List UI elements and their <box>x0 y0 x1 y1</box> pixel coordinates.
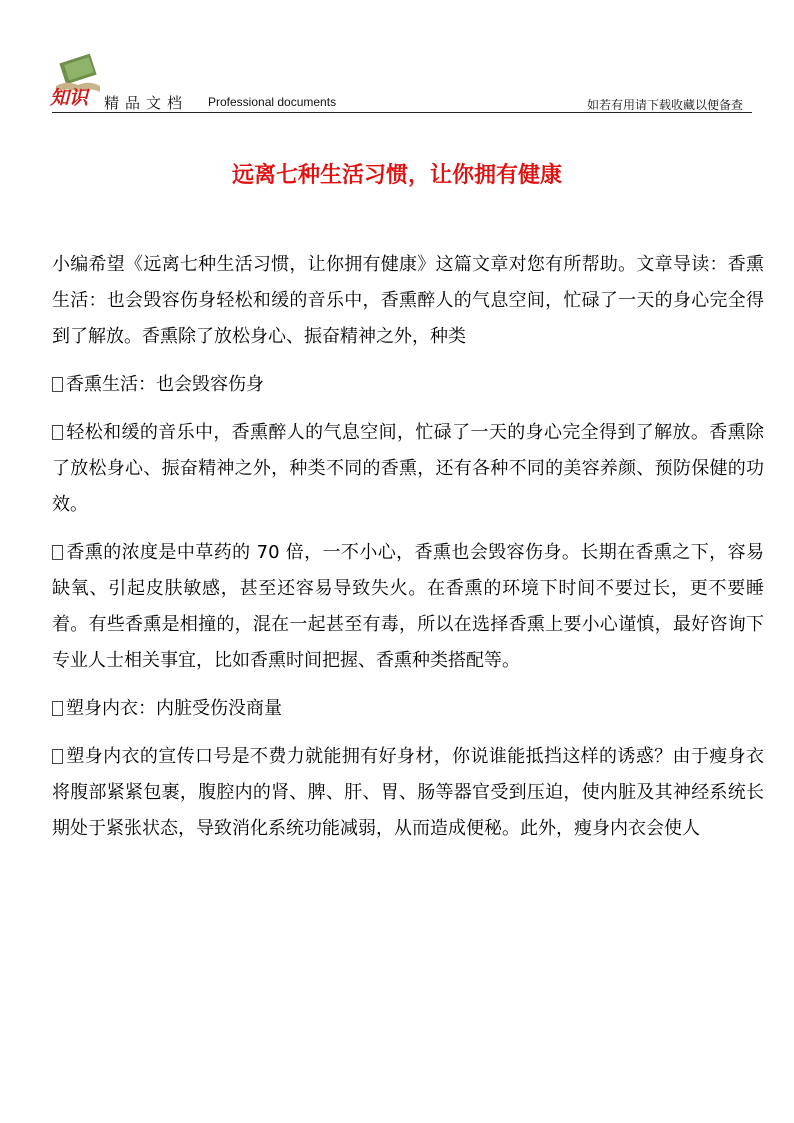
article-title: 远离七种生活习惯，让你拥有健康 <box>231 163 562 188</box>
paragraph <box>52 535 764 679</box>
bullet-box-icon <box>52 545 63 560</box>
paragraph-text: 小编希望《远离七种生活习惯，让你拥有健康》这篇文章对您有所帮助。文章导读：香熏生活：也会毁容伤身轻松和缓的音乐中，香熏醉人的气息空间，忙碌了一天的身心完全得到了解放。香熏除了放松身心、振奋精神之外，种类 <box>52 254 764 347</box>
paragraph-text: 轻松和缓的音乐中，香熏醉人的气息空间，忙碌了一天的身心完全得到了解放。香熏除了放松身心、振奋精神之外，种类不同的香熏，还有各种不同的美容养颜、预防保健的功效。 <box>52 422 764 515</box>
svg-text:知识: 知识 <box>50 87 89 109</box>
paragraph <box>52 739 764 847</box>
header-note: 如若有用请下载收藏以便备查 <box>586 98 743 112</box>
header-divider <box>52 112 752 113</box>
paragraph <box>52 247 764 355</box>
page-header <box>0 0 794 120</box>
paragraph <box>52 415 764 523</box>
bullet-box-icon <box>52 701 63 716</box>
paragraph-text: 塑身内衣的宣传口号是不费力就能拥有好身材，你说谁能抵挡这样的诱惑？由于瘦身衣将腹部紧紧包裹，腹腔内的肾、脾、肝、胃、肠等器官受到压迫，使内脏及其神经系统长期处于紧张状态，导致消化系统功能减弱，从而造成便秘。此外，瘦身内衣会使人 <box>52 746 764 839</box>
article-body <box>52 247 764 859</box>
bullet-box-icon <box>52 749 63 764</box>
brand-english: Professional documents <box>208 95 337 109</box>
book-logo-icon <box>48 52 106 110</box>
brand-name: 精品文档 <box>104 94 189 112</box>
bullet-box-icon <box>52 425 63 440</box>
paragraph <box>52 691 764 727</box>
paragraph <box>52 367 764 403</box>
paragraph-text: 塑身内衣：内脏受伤没商量 <box>66 698 282 719</box>
paragraph-text: 香熏生活：也会毁容伤身 <box>66 374 264 395</box>
paragraph-text: 香熏的浓度是中草药的 70 倍，一不小心，香熏也会毁容伤身。长期在香熏之下，容易缺氧、引起皮肤敏感，甚至还容易导致失火。在香熏的环境下时间不要过长，更不要睡着。有些香熏是相撞的，混在一起甚至有毒，所以在选择香熏上要小心谨慎，最好咨询下专业人士相关事宜，比如香熏时间把握、香熏种类搭配等。 <box>52 542 764 671</box>
bullet-box-icon <box>52 377 63 392</box>
